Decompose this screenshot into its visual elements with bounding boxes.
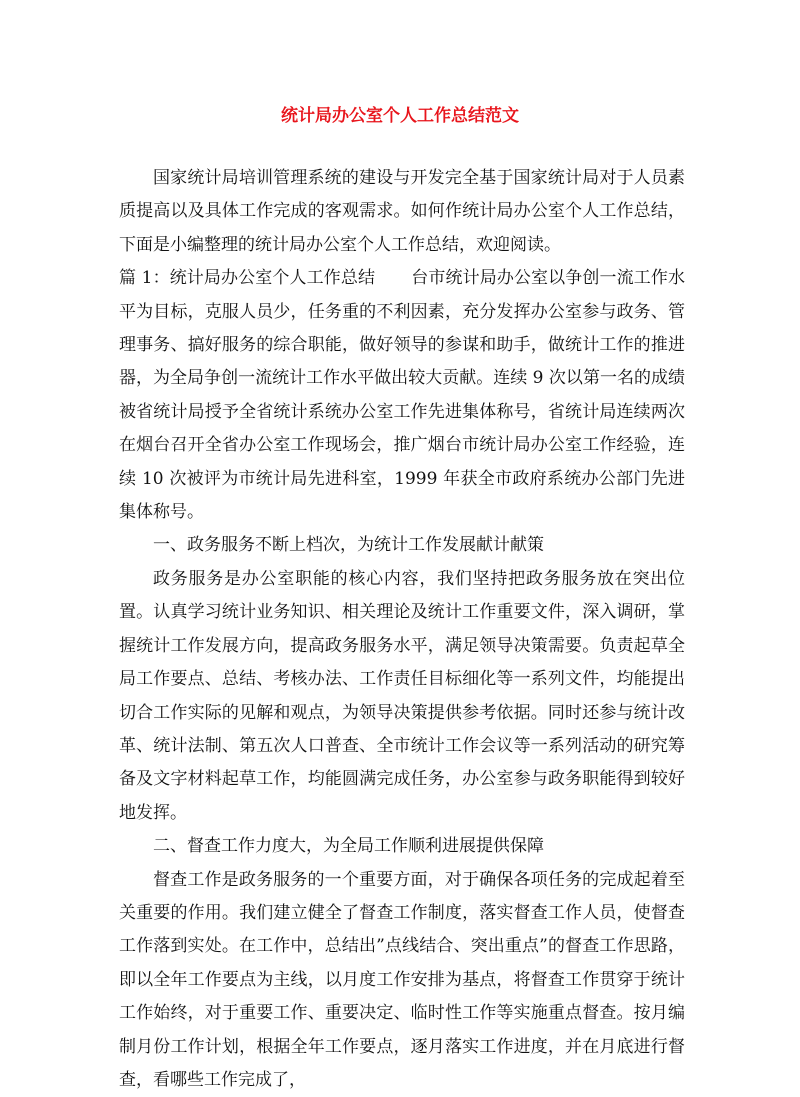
section-2-body: 督查工作是政务服务的一个重要方面，对于确保各项任务的完成起着至关重要的作用。我们建立健全了督查工作制度，落实督查工作人员，使督查工作落到实处。在工作中，总结出”点线结合、突出重点”的督查工作思路，即以全年工作要点为主线，以月度工作安排为基点，将督查工作贯穿于统计工作始终，对于重要工作、重要决定、临时性工作等实施重点督查。按月编制月份工作计划，根据全年工作要点，逐月落实工作进度，并在月底进行督查，看哪些工作完成了， xyxy=(119,869,685,1090)
intro-paragraph: 国家统计局培训管理系统的建设与开发完全基于国家统计局对于人员素质提高以及具体工作完成的客观需求。如何作统计局办公室个人工作总结，下面是小编整理的统计局办公室个人工作总结，欢迎阅读。 xyxy=(119,168,685,255)
section-1-heading: 一、政务服务不断上档次，为统计工作发展献计献策 xyxy=(153,535,544,556)
chapter-heading: 篇 1：统计局办公室个人工作总结 xyxy=(119,268,376,289)
section-1-body: 政务服务是办公室职能的核心内容，我们坚持把政务服务放在突出位置。认真学习统计业务知识、相关理论及统计工作重要文件，深入调研，掌握统计工作发展方向，提高政务服务水平，满足领导决策需要。负责起草全局工作要点、总结、考核办法、工作责任目标细化等一系列文件，均能提出切合工作实际的见解和观点，为领导决策提供参考依据。同时还参与统计改革、统计法制、第五次人口普查、全市统计工作会议等一系列活动的研究筹备及文字材料起草工作，均能圆满完成任务，办公室参与政务职能得到较好地发挥。 xyxy=(119,568,685,823)
chapter-body: 台市统计局办公室以争创一流工作水平为目标，克服人员少，任务重的不利因素，充分发挥办公室参与政务、管理事务、搞好服务的综合职能，做好领导的参谋和助手，做统计工作的推进器，为全局争创一流统计工作水平做出较大贡献。连续 9 次以第一名的成绩被省统计局授予全省统计系统办公室工作先进集体称号，省统计局连续两次在烟台召开全省办公室工作现场会，推广烟台市统计局办公室工作经验，连续 10 次被评为市统计局先进科室，1999 年获全市政府系统办公部门先进集体称号。 xyxy=(119,268,685,523)
chapter-paragraph xyxy=(119,262,685,529)
document-body xyxy=(119,162,685,1097)
document-title: 统计局办公室个人工作总结范文 xyxy=(281,106,519,126)
section-2-heading: 二、督查工作力度大，为全局工作顺利进展提供保障 xyxy=(153,836,544,857)
